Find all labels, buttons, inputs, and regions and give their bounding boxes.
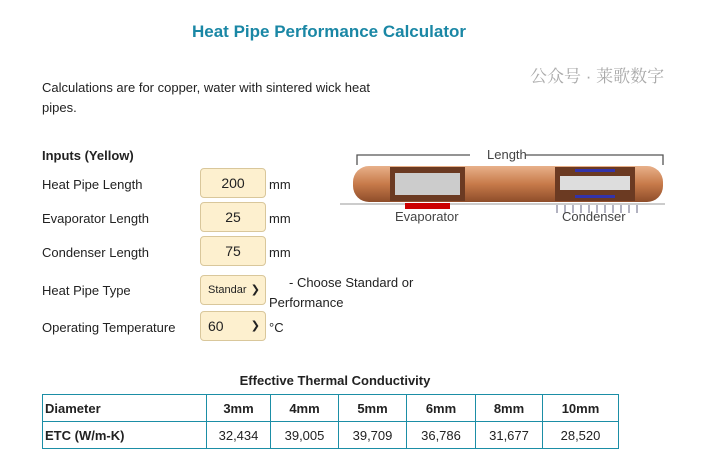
operating-temperature-select[interactable] (200, 311, 266, 341)
table-title: Effective Thermal Conductivity (239, 373, 431, 388)
table-cell: 31,677 (476, 422, 543, 449)
table-cell: 39,709 (339, 422, 407, 449)
table-row (43, 422, 619, 449)
header-cell: 5mm (339, 395, 407, 422)
table-cell: 28,520 (543, 422, 619, 449)
evaporator-label: Evaporator (395, 209, 459, 224)
heat-pipe-length-label: Heat Pipe Length (42, 177, 143, 192)
etc-table (42, 394, 619, 449)
heat-pipe-type-label: Heat Pipe Type (42, 283, 131, 298)
header-cell: 6mm (407, 395, 476, 422)
table-cell: 39,005 (271, 422, 339, 449)
unit-label: mm (269, 245, 291, 260)
heat-pipe-diagram (335, 143, 675, 228)
length-label: Length (487, 147, 527, 162)
unit-label: °C (269, 320, 284, 335)
row-label: ETC (W/m-K) (43, 422, 207, 449)
header-cell: Diameter (43, 395, 207, 422)
condenser-label: Condenser (562, 209, 626, 224)
header-cell: 10mm (543, 395, 619, 422)
header-cell: 3mm (207, 395, 271, 422)
operating-temperature-label: Operating Temperature (42, 320, 176, 335)
evaporator-length-input[interactable]: 25 (200, 202, 266, 232)
inputs-heading: Inputs (Yellow) (42, 148, 134, 163)
table-cell: 32,434 (207, 422, 271, 449)
condenser-length-input[interactable]: 75 (200, 236, 266, 266)
heat-pipe-type-select[interactable] (200, 275, 266, 305)
chevron-down-icon: ❯ (250, 320, 260, 332)
select-value: 60 (208, 318, 224, 334)
page-title: Heat Pipe Performance Calculator (192, 22, 466, 41)
header-cell: 8mm (476, 395, 543, 422)
unit-label: mm (269, 211, 291, 226)
chevron-down-icon: ❯ (250, 284, 260, 296)
type-hint: - Choose Standard or Performance (269, 275, 414, 310)
table-header-row (43, 395, 619, 422)
select-value: Standar (208, 284, 247, 296)
table-cell: 36,786 (407, 422, 476, 449)
condenser-length-label: Condenser Length (42, 245, 149, 260)
evaporator-length-label: Evaporator Length (42, 211, 149, 226)
heat-pipe-length-input[interactable]: 200 (200, 168, 266, 198)
watermark: 公众号 · 莱歌数字 (530, 67, 665, 86)
header-cell: 4mm (271, 395, 339, 422)
intro-text: Calculations are for copper, water with sintered wick heat pipes. (42, 80, 371, 115)
unit-label: mm (269, 177, 291, 192)
